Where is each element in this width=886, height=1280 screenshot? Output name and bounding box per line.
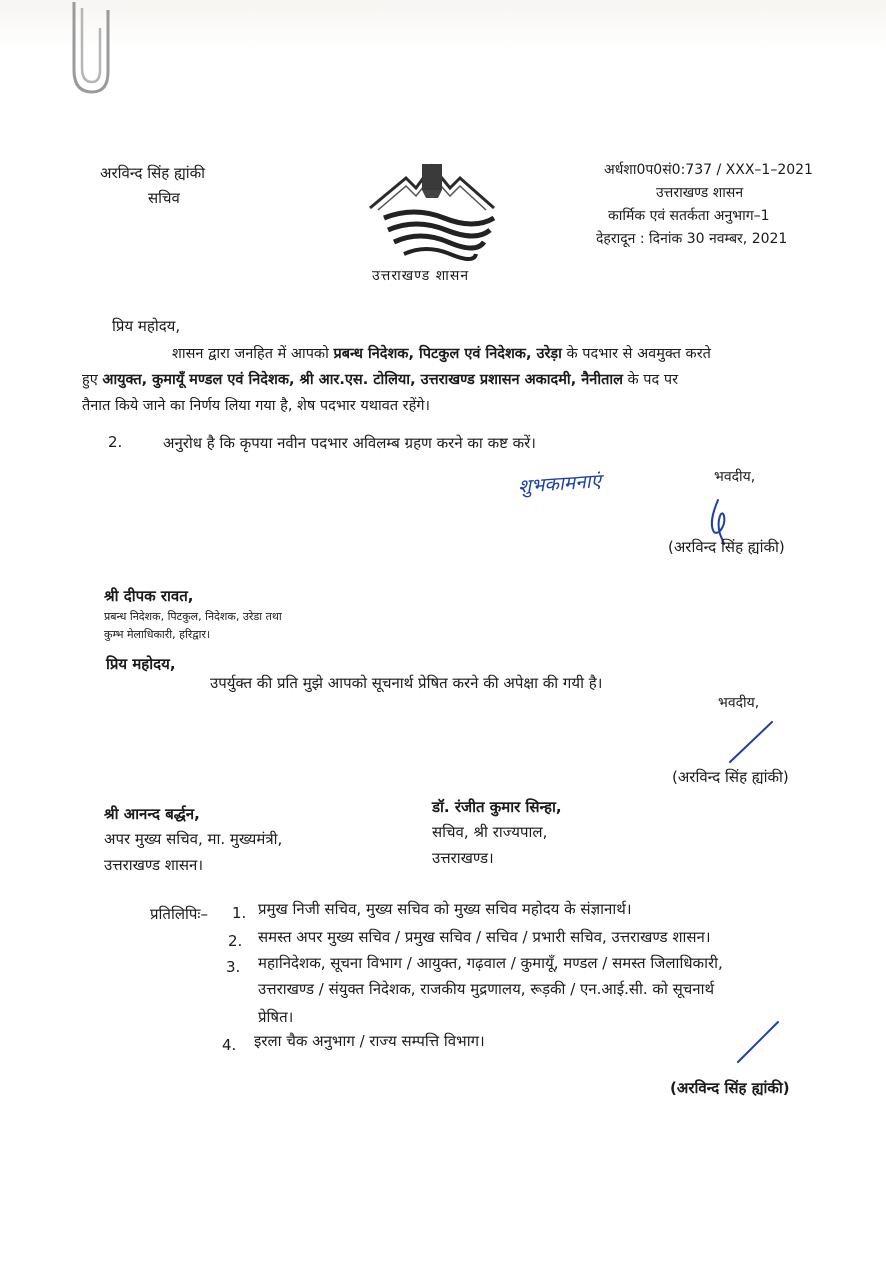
closing-2: भवदीय, xyxy=(718,695,760,711)
copy-item-4-number: 4. xyxy=(222,1036,237,1054)
sender-name: अरविन्द सिंह ह्यांकी xyxy=(100,164,206,182)
signatory-2: (अरविन्द सिंह ह्यांकी) xyxy=(672,768,789,786)
para1-text: के पदभार से अवमुक्त करते xyxy=(561,346,711,362)
addressee-line-2: कुम्भ मेलाधिकारी, हरिद्वार। xyxy=(104,628,211,641)
handwritten-greeting: शुभकामनाएं xyxy=(517,470,602,498)
signatory-3: (अरविन्द सिंह ह्यांकी) xyxy=(670,1079,790,1097)
copy-item-3-text-line-3: प्रेषित। xyxy=(258,1008,294,1026)
recipient-left-line-2: उत्तराखण्ड शासन। xyxy=(104,856,204,874)
copy-item-4-text: इरला चैक अनुभाग / राज्य सम्पत्ति विभाग। xyxy=(254,1032,485,1050)
paragraph-1 xyxy=(82,341,852,419)
copy-item-3-text-line-1: महानिदेशक, सूचना विभाग / आयुक्त, गढ़वाल / कुमायूँ, मण्डल / समस्त जिलाधिकारी, xyxy=(258,954,723,972)
para1-text: शासन द्वारा जनहित में आपको xyxy=(172,346,334,362)
recipient-right-name: डॉ. रंजीत कुमार सिन्हा, xyxy=(432,798,562,816)
recipient-left-line-1: अपर मुख्य सचिव, मा. मुख्यमंत्री, xyxy=(104,830,283,848)
copy-item-1-text: प्रमुख निजी सचिव, मुख्य सचिव को मुख्य सचिव महोदय के संज्ञानार्थ। xyxy=(258,900,632,918)
closing-1: भवदीय, xyxy=(714,469,756,485)
copy-item-3-number: 3. xyxy=(226,958,241,976)
addressee-name: श्री दीपक रावत, xyxy=(104,587,194,605)
copy-item-1-number: 1. xyxy=(232,904,247,922)
copy-item-3-text-line-2: उत्तराखण्ड / संयुक्त निदेशक, राजकीय मुद्रणालय, रूड़की / एन.आई.सी. को सूचनार्थ xyxy=(258,980,715,998)
signatory-1: (अरविन्द सिंह ह्यांकी) xyxy=(668,538,785,556)
reference-number: अर्धशा0प0सं0:737 / XXX–1–2021 xyxy=(604,162,813,178)
paragraph-2: अनुरोध है कि कृपया नवीन पदभार अविलम्ब ग्रहण करने का कष्ट करें। xyxy=(163,434,536,452)
copy-item-2-text: समस्त अपर मुख्य सचिव / प्रमुख सचिव / सचिव / प्रभारी सचिव, उत्तराखण्ड शासन। xyxy=(258,928,711,946)
para1-text: हुए xyxy=(82,372,103,388)
para1-bold-post-2: आयुक्त, कुमायूँ मण्डल एवं निदेशक, श्री आर.एस. टोलिया, उत्तराखण्ड प्रशासन अकादमी, नैनीताल xyxy=(102,372,623,388)
govt-name: उत्तराखण्ड शासन xyxy=(656,185,744,201)
emblem-caption: उत्तराखण्ड शासन xyxy=(372,268,470,284)
para1-bold-post-1: प्रबन्ध निदेशक, पिटकुल एवं निदेशक, उरेड़ा xyxy=(333,346,562,362)
signature-2 xyxy=(724,718,780,766)
uttarakhand-emblem-icon xyxy=(364,158,500,268)
department-name: कार्मिक एवं सतर्कता अनुभाग–1 xyxy=(608,208,770,224)
salutation: प्रिय महोदय, xyxy=(112,317,181,335)
addressee-line-1: प्रबन्ध निदेशक, पिटकुल, निदेशक, उरेडा तथा xyxy=(104,610,282,623)
copy-note: उपर्युक्त की प्रति मुझे आपको सूचनार्थ प्रेषित करने की अपेक्षा की गयी है। xyxy=(210,674,603,692)
paper-clip-icon xyxy=(58,0,118,100)
copy-item-2-number: 2. xyxy=(228,932,243,950)
signature-3 xyxy=(734,1018,784,1066)
paragraph-2-number: 2. xyxy=(108,433,123,451)
sender-designation: सचिव xyxy=(148,189,180,207)
salutation-2: प्रिय महोदय, xyxy=(106,655,176,673)
recipient-left-name: श्री आनन्द बर्द्धन, xyxy=(104,805,200,823)
copies-label: प्रतिलिपिः– xyxy=(150,905,208,923)
para1-text: तैनात किये जाने का निर्णय लिया गया है, शेष पदभार यथावत रहेंगे। xyxy=(82,398,430,414)
recipient-right-line-2: उत्तराखण्ड। xyxy=(432,849,494,867)
para1-text: के पद पर xyxy=(622,372,679,388)
recipient-right-line-1: सचिव, श्री राज्यपाल, xyxy=(432,823,548,841)
place-date: देहरादून : दिनांक 30 नवम्बर, 2021 xyxy=(596,231,788,247)
